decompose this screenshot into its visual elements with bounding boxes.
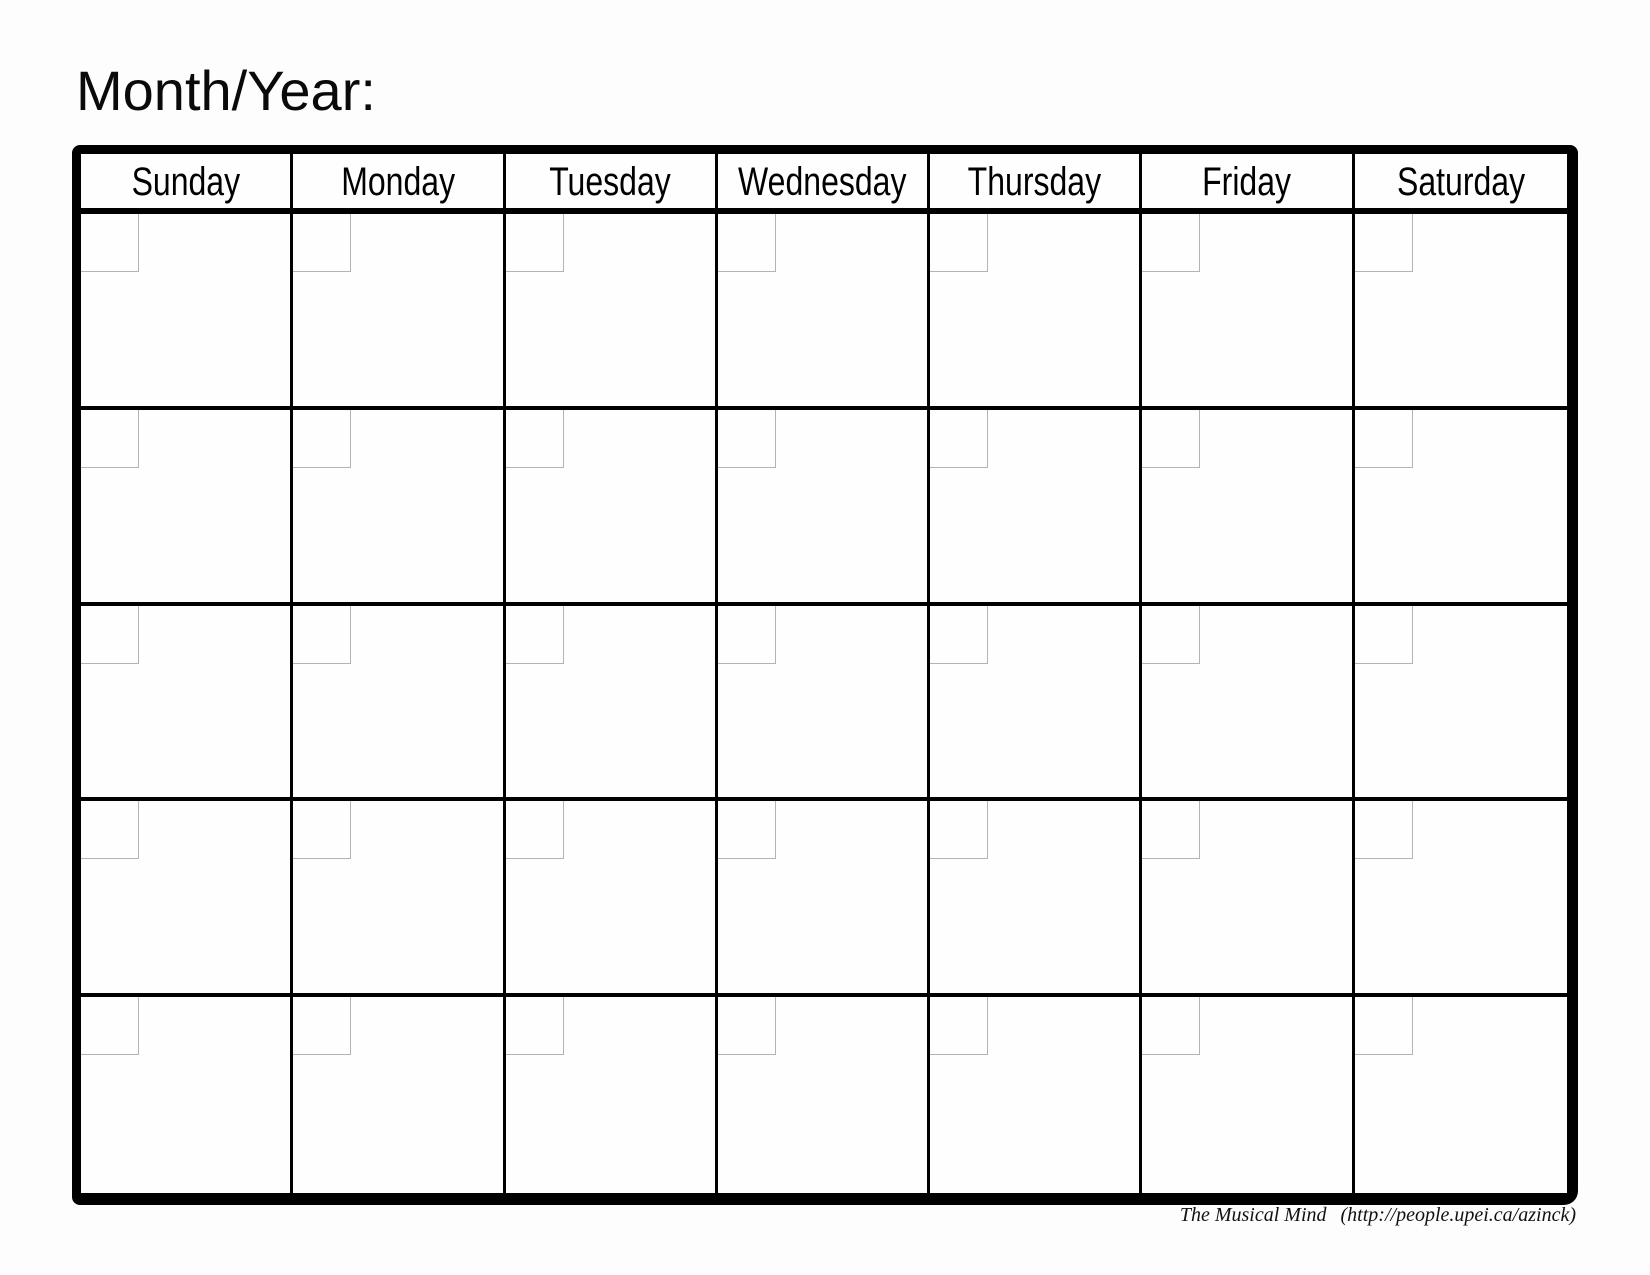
date-number-box xyxy=(1355,997,1413,1055)
date-number-box xyxy=(293,410,351,468)
date-number-box xyxy=(718,997,776,1055)
date-number-box xyxy=(930,410,988,468)
date-number-box xyxy=(506,801,564,859)
week-row xyxy=(81,997,1567,1193)
date-number-box xyxy=(1142,214,1200,272)
date-number-box xyxy=(506,997,564,1055)
week-row xyxy=(81,214,1567,410)
calendar-cell xyxy=(930,801,1142,993)
date-number-box xyxy=(81,997,139,1055)
date-number-box xyxy=(81,214,139,272)
day-header-tuesday xyxy=(506,154,718,208)
date-number-box xyxy=(718,801,776,859)
date-number-box xyxy=(293,606,351,664)
calendar-cell xyxy=(81,410,293,602)
date-number-box xyxy=(1142,801,1200,859)
date-number-box xyxy=(930,997,988,1055)
credit-url: (http://people.upei.ca/azinck) xyxy=(1340,1204,1576,1226)
day-header-wednesday xyxy=(718,154,930,208)
calendar-cell xyxy=(81,214,293,406)
date-number-box xyxy=(506,214,564,272)
week-row xyxy=(81,410,1567,606)
day-header-label: Wednesday xyxy=(738,159,907,204)
date-number-box xyxy=(1142,997,1200,1055)
day-header-label: Sunday xyxy=(131,159,240,204)
date-number-box xyxy=(293,997,351,1055)
calendar-cell xyxy=(930,214,1142,406)
credit-name: The Musical Mind xyxy=(1179,1204,1327,1226)
calendar-cell xyxy=(1142,801,1354,993)
calendar-cell xyxy=(1142,606,1354,798)
calendar-cell xyxy=(1142,214,1354,406)
calendar-cell xyxy=(293,410,505,602)
day-header-friday xyxy=(1142,154,1354,208)
calendar-cell xyxy=(506,997,718,1193)
date-number-box xyxy=(1355,801,1413,859)
date-number-box xyxy=(81,606,139,664)
calendar-cell xyxy=(718,801,930,993)
calendar-cell xyxy=(81,606,293,798)
page-title: Month/Year: xyxy=(76,59,376,122)
calendar-body xyxy=(81,214,1567,1193)
day-header-label: Saturday xyxy=(1396,159,1525,204)
weekday-header-row xyxy=(81,154,1567,214)
calendar-cell xyxy=(930,410,1142,602)
calendar-cell xyxy=(930,606,1142,798)
calendar-cell xyxy=(506,214,718,406)
calendar-cell xyxy=(293,214,505,406)
calendar-cell xyxy=(506,801,718,993)
calendar-cell xyxy=(718,214,930,406)
day-header-label: Thursday xyxy=(968,159,1102,204)
day-header-monday xyxy=(293,154,505,208)
calendar-cell xyxy=(293,997,505,1193)
week-row xyxy=(81,801,1567,997)
date-number-box xyxy=(930,214,988,272)
calendar-cell xyxy=(1355,997,1567,1193)
day-header-thursday xyxy=(930,154,1142,208)
calendar-cell xyxy=(506,410,718,602)
calendar-cell xyxy=(718,606,930,798)
day-header-sunday xyxy=(81,154,293,208)
calendar-cell xyxy=(930,997,1142,1193)
date-number-box xyxy=(293,801,351,859)
date-number-box xyxy=(1142,410,1200,468)
date-number-box xyxy=(81,801,139,859)
date-number-box xyxy=(81,410,139,468)
date-number-box xyxy=(930,801,988,859)
calendar-cell xyxy=(293,606,505,798)
date-number-box xyxy=(293,214,351,272)
date-number-box xyxy=(1355,606,1413,664)
calendar-cell xyxy=(718,410,930,602)
day-header-label: Tuesday xyxy=(549,159,671,204)
date-number-box xyxy=(506,606,564,664)
date-number-box xyxy=(718,410,776,468)
date-number-box xyxy=(718,214,776,272)
calendar-cell xyxy=(1142,997,1354,1193)
calendar-cell xyxy=(293,801,505,993)
date-number-box xyxy=(930,606,988,664)
date-number-box xyxy=(1142,606,1200,664)
calendar-cell xyxy=(81,997,293,1193)
calendar-cell xyxy=(1355,410,1567,602)
calendar-table xyxy=(72,145,1578,1205)
calendar-cell xyxy=(81,801,293,993)
day-header-saturday xyxy=(1355,154,1567,208)
calendar-cell xyxy=(718,997,930,1193)
calendar-cell xyxy=(1355,214,1567,406)
date-number-box xyxy=(1355,214,1413,272)
calendar-cell xyxy=(1355,801,1567,993)
date-number-box xyxy=(506,410,564,468)
calendar-cell xyxy=(1355,606,1567,798)
day-header-label: Friday xyxy=(1202,159,1292,204)
day-header-label: Monday xyxy=(340,159,455,204)
calendar-cell xyxy=(506,606,718,798)
calendar-cell xyxy=(1142,410,1354,602)
date-number-box xyxy=(718,606,776,664)
date-number-box xyxy=(1355,410,1413,468)
credit-text xyxy=(1180,1204,1576,1227)
week-row xyxy=(81,606,1567,802)
